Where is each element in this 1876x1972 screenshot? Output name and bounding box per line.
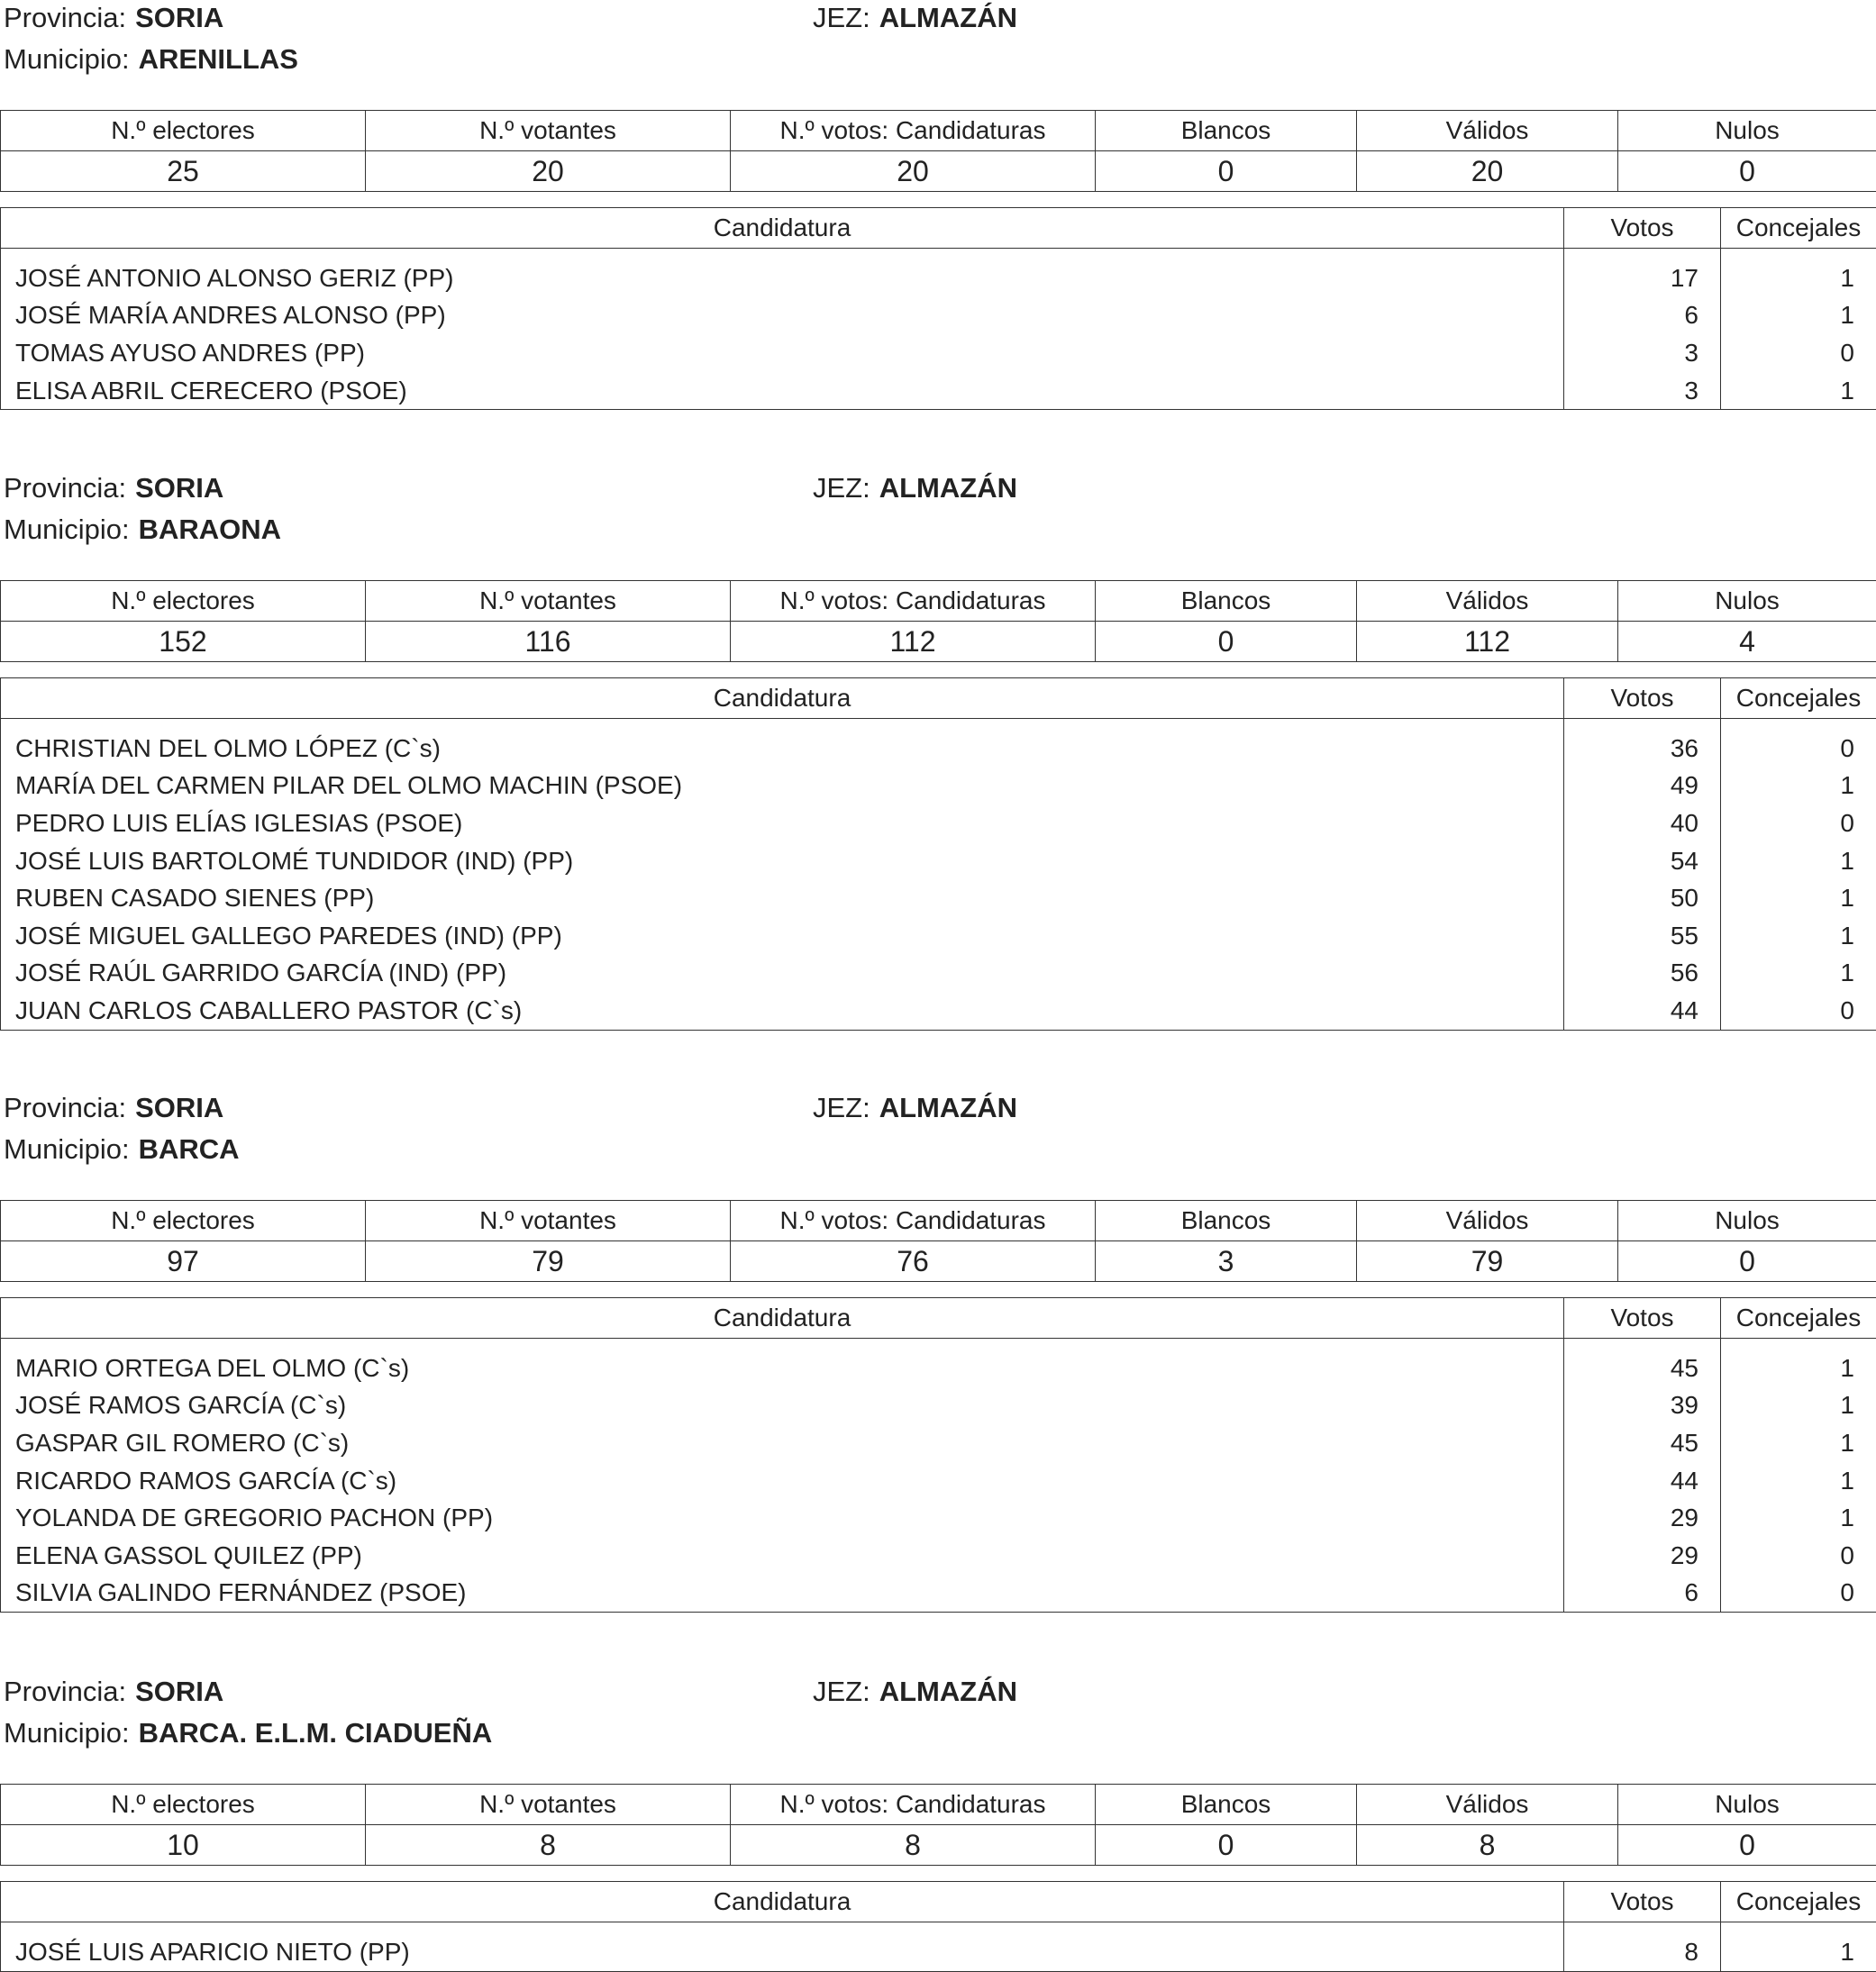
candidato-concejales: 1 <box>1721 249 1876 297</box>
stats-table <box>0 110 1876 192</box>
stats-value-cell: 25 <box>1 151 366 192</box>
stats-value-cell: 79 <box>366 1241 731 1282</box>
candidato-concejales: 0 <box>1721 1537 1876 1575</box>
candidatura-header-row <box>1 1298 1876 1339</box>
candidato-votos: 8 <box>1564 1922 1721 1972</box>
municipio-label: Municipio: <box>4 43 130 75</box>
candidato-nombre: YOLANDA DE GREGORIO PACHON (PP) <box>1 1499 1564 1537</box>
stats-value-cell: 79 <box>1357 1241 1618 1282</box>
stats-header-cell: Blancos <box>1096 1785 1357 1825</box>
candidatura-header-cell: Concejales <box>1721 1882 1876 1922</box>
stats-value-cell: 0 <box>1618 1241 1876 1282</box>
candidato-concejales: 1 <box>1721 879 1876 917</box>
candidato-concejales: 0 <box>1721 1575 1876 1613</box>
provincia-line <box>4 1092 223 1124</box>
stats-value-cell: 152 <box>1 622 366 662</box>
candidato-concejales: 1 <box>1721 955 1876 993</box>
candidato-nombre: MARÍA DEL CARMEN PILAR DEL OLMO MACHIN (PSOE) <box>1 768 1564 805</box>
stats-header-cell: N.º votantes <box>366 581 731 622</box>
municipio-line <box>4 43 298 76</box>
candidato-nombre: ELISA ABRIL CERECERO (PSOE) <box>1 372 1564 410</box>
candidato-concejales: 1 <box>1721 1499 1876 1537</box>
candidatura-header-cell: Votos <box>1564 1298 1721 1339</box>
candidato-votos: 56 <box>1564 955 1721 993</box>
candidato-concejales: 1 <box>1721 1339 1876 1387</box>
candidato-nombre: JUAN CARLOS CABALLERO PASTOR (C`s) <box>1 992 1564 1030</box>
candidato-votos: 45 <box>1564 1339 1721 1387</box>
stats-value-cell: 0 <box>1096 151 1357 192</box>
provincia-label: Provincia: <box>4 2 126 33</box>
candidato-votos: 44 <box>1564 1462 1721 1500</box>
section-header <box>0 1674 1876 1764</box>
stats-header-cell: Nulos <box>1618 1785 1876 1825</box>
candidato-concejales: 1 <box>1721 297 1876 335</box>
table-row <box>1 1575 1876 1613</box>
stats-header-cell: Nulos <box>1618 581 1876 622</box>
candidato-nombre: CHRISTIAN DEL OLMO LÓPEZ (C`s) <box>1 719 1564 768</box>
candidato-votos: 49 <box>1564 768 1721 805</box>
table-row <box>1 842 1876 880</box>
table-row <box>1 334 1876 372</box>
municipio-value: BARCA. E.L.M. CIADUEÑA <box>139 1717 493 1749</box>
municipio-label: Municipio: <box>4 513 130 545</box>
municipio-section <box>0 1674 1876 1764</box>
jez-label: JEZ: <box>813 1092 870 1123</box>
candidato-nombre: GASPAR GIL ROMERO (C`s) <box>1 1424 1564 1462</box>
candidatura-header-cell: Candidatura <box>1 678 1564 719</box>
provincia-value: SORIA <box>135 472 223 504</box>
jez-value: ALMAZÁN <box>879 2 1017 33</box>
stats-header-cell: N.º votos: Candidaturas <box>731 581 1096 622</box>
stats-value-row <box>1 1825 1876 1866</box>
stats-value-cell: 20 <box>1357 151 1618 192</box>
candidato-concejales: 1 <box>1721 768 1876 805</box>
stats-value-row <box>1 151 1876 192</box>
stats-header-cell: N.º votos: Candidaturas <box>731 1201 1096 1241</box>
candidatura-header-cell: Votos <box>1564 678 1721 719</box>
candidato-concejales: 0 <box>1721 719 1876 768</box>
stats-header-cell: N.º electores <box>1 1201 366 1241</box>
candidato-nombre: TOMAS AYUSO ANDRES (PP) <box>1 334 1564 372</box>
jez-value: ALMAZÁN <box>879 1676 1017 1707</box>
stats-value-cell: 3 <box>1096 1241 1357 1282</box>
stats-header-cell: N.º votantes <box>366 111 731 151</box>
candidato-nombre: RICARDO RAMOS GARCÍA (C`s) <box>1 1462 1564 1500</box>
table-row <box>1 992 1876 1030</box>
candidatura-header-cell: Candidatura <box>1 1298 1564 1339</box>
stats-value-cell: 97 <box>1 1241 366 1282</box>
jez-value: ALMAZÁN <box>879 1092 1017 1123</box>
candidatura-header-cell: Votos <box>1564 1882 1721 1922</box>
provincia-value: SORIA <box>135 1676 223 1707</box>
jez-line <box>813 472 1017 504</box>
stats-table <box>0 1784 1876 1866</box>
municipio-value: BARCA <box>139 1133 240 1165</box>
candidatura-header-cell: Candidatura <box>1 1882 1564 1922</box>
stats-header-cell: Válidos <box>1357 581 1618 622</box>
candidato-votos: 3 <box>1564 372 1721 410</box>
stats-value-cell: 112 <box>731 622 1096 662</box>
stats-header-cell: Blancos <box>1096 111 1357 151</box>
table-row <box>1 297 1876 335</box>
candidato-votos: 3 <box>1564 334 1721 372</box>
stats-header-row <box>1 1201 1876 1241</box>
table-row <box>1 1462 1876 1500</box>
provincia-value: SORIA <box>135 2 223 33</box>
candidatura-table <box>0 677 1876 1031</box>
candidato-nombre: RUBEN CASADO SIENES (PP) <box>1 879 1564 917</box>
candidato-nombre: JOSÉ LUIS APARICIO NIETO (PP) <box>1 1922 1564 1972</box>
stats-table <box>0 580 1876 662</box>
stats-header-cell: Blancos <box>1096 1201 1357 1241</box>
stats-header-cell: N.º electores <box>1 111 366 151</box>
table-row <box>1 1499 1876 1537</box>
table-row <box>1 1387 1876 1425</box>
section-header <box>0 1090 1876 1180</box>
candidatura-header-cell: Candidatura <box>1 208 1564 249</box>
stats-value-cell: 8 <box>1357 1825 1618 1866</box>
candidatura-header-row <box>1 1882 1876 1922</box>
candidato-votos: 44 <box>1564 992 1721 1030</box>
stats-header-cell: Válidos <box>1357 1201 1618 1241</box>
stats-value-cell: 10 <box>1 1825 366 1866</box>
candidato-concejales: 1 <box>1721 917 1876 955</box>
candidato-votos: 29 <box>1564 1499 1721 1537</box>
candidatura-header-cell: Concejales <box>1721 1298 1876 1339</box>
stats-value-cell: 20 <box>731 151 1096 192</box>
stats-value-cell: 0 <box>1618 151 1876 192</box>
candidato-votos: 6 <box>1564 1575 1721 1613</box>
stats-header-cell: Válidos <box>1357 1785 1618 1825</box>
municipio-section <box>0 470 1876 560</box>
municipio-value: ARENILLAS <box>139 43 298 75</box>
stats-table <box>0 1200 1876 1282</box>
provincia-line <box>4 1676 223 1708</box>
candidatura-header-row <box>1 678 1876 719</box>
candidato-nombre: JOSÉ RAMOS GARCÍA (C`s) <box>1 1387 1564 1425</box>
candidato-concejales: 1 <box>1721 842 1876 880</box>
candidato-nombre: JOSÉ ANTONIO ALONSO GERIZ (PP) <box>1 249 1564 297</box>
stats-header-cell: N.º votos: Candidaturas <box>731 1785 1096 1825</box>
table-row <box>1 879 1876 917</box>
table-row <box>1 1922 1876 1972</box>
candidato-votos: 6 <box>1564 297 1721 335</box>
candidato-votos: 29 <box>1564 1537 1721 1575</box>
candidato-nombre: MARIO ORTEGA DEL OLMO (C`s) <box>1 1339 1564 1387</box>
table-row <box>1 249 1876 297</box>
provincia-value: SORIA <box>135 1092 223 1123</box>
stats-value-cell: 116 <box>366 622 731 662</box>
candidato-concejales: 0 <box>1721 804 1876 842</box>
stats-header-cell: Blancos <box>1096 581 1357 622</box>
candidatura-table <box>0 207 1876 410</box>
table-row <box>1 1537 1876 1575</box>
provincia-line <box>4 2 223 34</box>
stats-value-cell: 20 <box>366 151 731 192</box>
provincia-label: Provincia: <box>4 1676 126 1707</box>
candidato-votos: 40 <box>1564 804 1721 842</box>
jez-line <box>813 2 1017 34</box>
municipio-section <box>0 1090 1876 1180</box>
table-row <box>1 768 1876 805</box>
stats-value-row <box>1 1241 1876 1282</box>
stats-header-cell: N.º votantes <box>366 1201 731 1241</box>
stats-value-cell: 4 <box>1618 622 1876 662</box>
stats-value-cell: 112 <box>1357 622 1618 662</box>
stats-value-row <box>1 622 1876 662</box>
candidato-nombre: PEDRO LUIS ELÍAS IGLESIAS (PSOE) <box>1 804 1564 842</box>
candidato-nombre: JOSÉ RAÚL GARRIDO GARCÍA (IND) (PP) <box>1 955 1564 993</box>
candidato-nombre: JOSÉ MARÍA ANDRES ALONSO (PP) <box>1 297 1564 335</box>
candidato-concejales: 1 <box>1721 1387 1876 1425</box>
candidato-votos: 39 <box>1564 1387 1721 1425</box>
candidatura-header-cell: Concejales <box>1721 208 1876 249</box>
jez-label: JEZ: <box>813 2 870 33</box>
table-row <box>1 1339 1876 1387</box>
stats-header-cell: N.º votantes <box>366 1785 731 1825</box>
provincia-line <box>4 472 223 504</box>
candidato-concejales: 0 <box>1721 992 1876 1030</box>
stats-value-cell: 0 <box>1096 1825 1357 1866</box>
stats-value-cell: 0 <box>1618 1825 1876 1866</box>
stats-header-row <box>1 1785 1876 1825</box>
candidato-concejales: 1 <box>1721 372 1876 410</box>
table-row <box>1 1424 1876 1462</box>
section-header <box>0 470 1876 560</box>
candidato-votos: 17 <box>1564 249 1721 297</box>
municipio-section <box>0 0 1876 90</box>
table-row <box>1 804 1876 842</box>
candidato-nombre: JOSÉ MIGUEL GALLEGO PAREDES (IND) (PP) <box>1 917 1564 955</box>
section-header <box>0 0 1876 90</box>
candidato-concejales: 0 <box>1721 334 1876 372</box>
jez-line <box>813 1092 1017 1124</box>
candidato-votos: 36 <box>1564 719 1721 768</box>
candidato-nombre: ELENA GASSOL QUILEZ (PP) <box>1 1537 1564 1575</box>
table-row <box>1 955 1876 993</box>
municipio-label: Municipio: <box>4 1717 130 1749</box>
stats-value-cell: 76 <box>731 1241 1096 1282</box>
stats-value-cell: 8 <box>366 1825 731 1866</box>
municipio-value: BARAONA <box>139 513 281 545</box>
stats-header-cell: Nulos <box>1618 1201 1876 1241</box>
table-row <box>1 372 1876 410</box>
stats-value-cell: 8 <box>731 1825 1096 1866</box>
candidato-concejales: 1 <box>1721 1922 1876 1972</box>
candidato-concejales: 1 <box>1721 1424 1876 1462</box>
candidato-votos: 45 <box>1564 1424 1721 1462</box>
candidatura-header-cell: Concejales <box>1721 678 1876 719</box>
stats-header-cell: Válidos <box>1357 111 1618 151</box>
stats-header-cell: Nulos <box>1618 111 1876 151</box>
jez-label: JEZ: <box>813 1676 870 1707</box>
stats-value-cell: 0 <box>1096 622 1357 662</box>
stats-header-row <box>1 111 1876 151</box>
candidatura-table <box>0 1297 1876 1613</box>
candidato-votos: 54 <box>1564 842 1721 880</box>
stats-header-cell: N.º electores <box>1 581 366 622</box>
candidatura-header-row <box>1 208 1876 249</box>
table-row <box>1 917 1876 955</box>
table-row <box>1 719 1876 768</box>
provincia-label: Provincia: <box>4 1092 126 1123</box>
jez-label: JEZ: <box>813 472 870 504</box>
stats-header-cell: N.º votos: Candidaturas <box>731 111 1096 151</box>
jez-line <box>813 1676 1017 1708</box>
municipio-label: Municipio: <box>4 1133 130 1165</box>
candidato-votos: 50 <box>1564 879 1721 917</box>
municipio-line <box>4 1133 240 1166</box>
provincia-label: Provincia: <box>4 472 126 504</box>
municipio-line <box>4 1717 492 1749</box>
stats-header-row <box>1 581 1876 622</box>
jez-value: ALMAZÁN <box>879 472 1017 504</box>
municipio-line <box>4 513 281 546</box>
candidatura-table <box>0 1881 1876 1972</box>
candidato-votos: 55 <box>1564 917 1721 955</box>
stats-header-cell: N.º electores <box>1 1785 366 1825</box>
candidatura-header-cell: Votos <box>1564 208 1721 249</box>
candidato-nombre: JOSÉ LUIS BARTOLOMÉ TUNDIDOR (IND) (PP) <box>1 842 1564 880</box>
candidato-nombre: SILVIA GALINDO FERNÁNDEZ (PSOE) <box>1 1575 1564 1613</box>
candidato-concejales: 1 <box>1721 1462 1876 1500</box>
